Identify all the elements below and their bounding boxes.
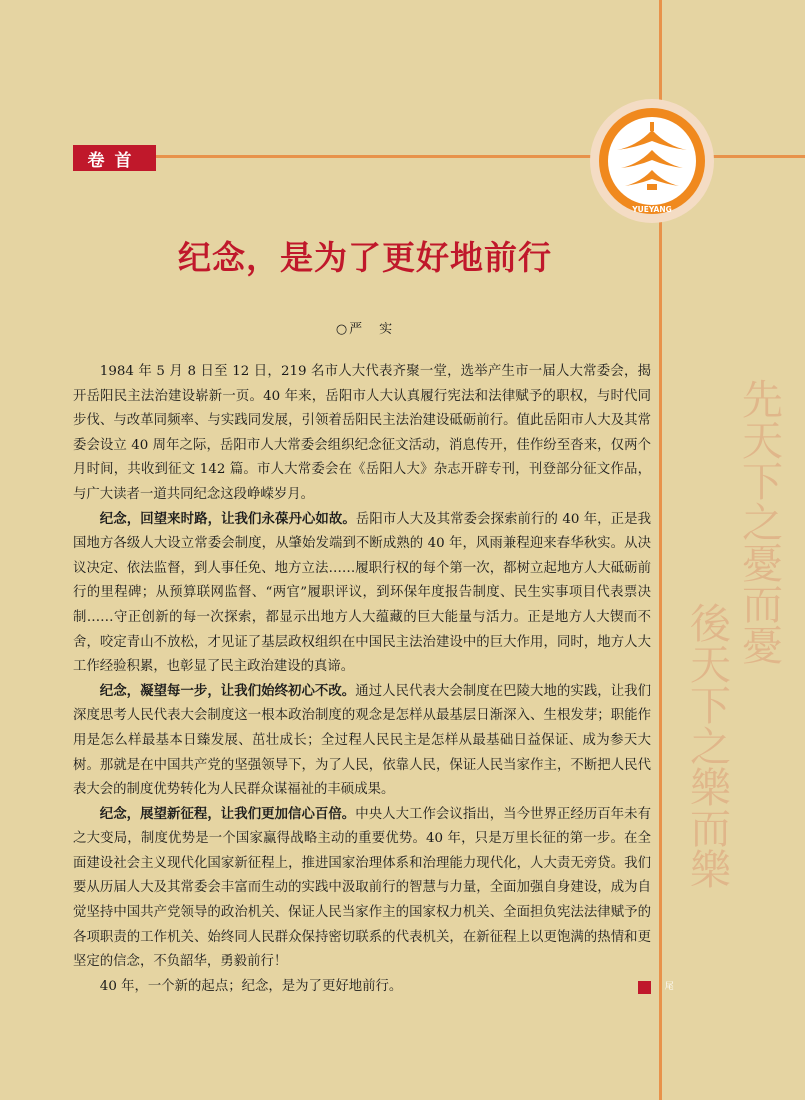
calligraphy-line-2: 後天下之樂而樂 [683,602,731,889]
paragraph [73,680,651,803]
horizontal-rule-right [712,155,805,158]
paragraph [73,975,674,1000]
paragraph-lead: 纪念，凝望每一步，让我们始终初心不改。 [99,683,356,699]
article-body [73,360,674,999]
paragraph-text: 1984 年 5 月 8 日至 12 日，219 名市人大代表齐聚一堂，选举产生市一届人大常委会，揭开岳阳民主法治建设崭新一页。40 年来，岳阳市人大认真履行宪法和法律赋予的职权，与时代同步伐、与改革同频率、与实践同发展，引领着岳阳民主法治建设砥砺前行。值此岳阳市人大及其常委会设立 40 周年之际，岳阳市人大常委会组织纪念征文活动，消息传开，佳作纷至沓来，仅两个月时间，共收到征文 142 篇。市人大常委会在《岳阳人大》杂志开辟专刊，刊登部分征文作品，与广大读者一道共同纪念这段峥嵘岁月。 [73,364,651,502]
calligraphy-line-1: 先天下之憂而憂 [735,378,783,665]
yueyang-logo [589,98,715,224]
logo-text: YUEYANG [632,205,672,214]
end-mark-icon: 尾 [638,981,651,994]
section-tag: 卷首 [73,145,156,171]
paragraph [73,360,651,508]
paragraph-text: 岳阳市人大及其常委会探索前行的 40 年，正是我国地方各级人大设立常委会制度，从肇始发端到不断成熟的 40 年，风雨兼程迎来春华秋实。从决议决定、依法监督，到人事任免、地方立法……履职行权的每个第一次，都树立起地方人大砥砺前行的里程碑；从预算联网监督、“两官”履职评议，到环保年度报告制度、民生实事项目代表票决制……守正创新的每一次探索，都显示出地方人大蕴藏的巨大能量与活力。正是地方人大锲而不舍，咬定青山不放松，才见证了基层政权组织在中国民主法治建设中的巨大作用，同时，地方人大工作经验积累，也彰显了民主政治建设的真谛。 [73,511,651,675]
article-title: 纪念，是为了更好地前行 [178,238,552,277]
article-author: ○严 实 [335,322,395,337]
paragraph-lead: 纪念，回望来时路，让我们永葆丹心如故。 [99,511,356,527]
paragraph-text: 中央人大工作会议指出，当今世界正经历百年未有之大变局，制度优势是一个国家赢得战略主动的重要优势。40 年，只是万里长征的第一步。在全面建设社会主义现代化国家新征程上，推进国家治理体系和治理能力现代化，人大责无旁贷。我们要从历届人大及其常委会丰富而生动的实践中汲取前行的智慧与力量，全面加强自身建设，成为自觉坚持中国共产党领导的政治机关、保证人民当家作主的国家权力机关、全面担负宪法法律赋予的各项职责的工作机关、始终同人民群众保持密切联系的代表机关，在新征程上以更饱满的热情和更坚定的信念，不负韶华，勇毅前行！ [73,806,652,970]
horizontal-rule-left [156,155,596,158]
paragraph-text: 通过人民代表大会制度在巴陵大地的实践，让我们深度思考人民代表大会制度这一根本政治制度的观念是怎样从最基层日渐深入、生根发芽；职能作用是怎么样最基本日臻发展、茁壮成长；全过程人民民主是怎样从最基础日益保证、成为参天大树。那就是在中国共产党的坚强领导下，为了人民，依靠人民，保证人民当家作主，不断把人民代表大会的制度优势转化为人民群众谋福祉的丰硕成果。 [73,683,652,798]
paragraph-text: 40 年，一个新的起点；纪念，是为了更好地前行。 [99,978,403,994]
paragraph-lead: 纪念，展望新征程，让我们更加信心百倍。 [99,806,356,822]
paragraph [73,508,651,680]
paragraph [73,803,651,975]
